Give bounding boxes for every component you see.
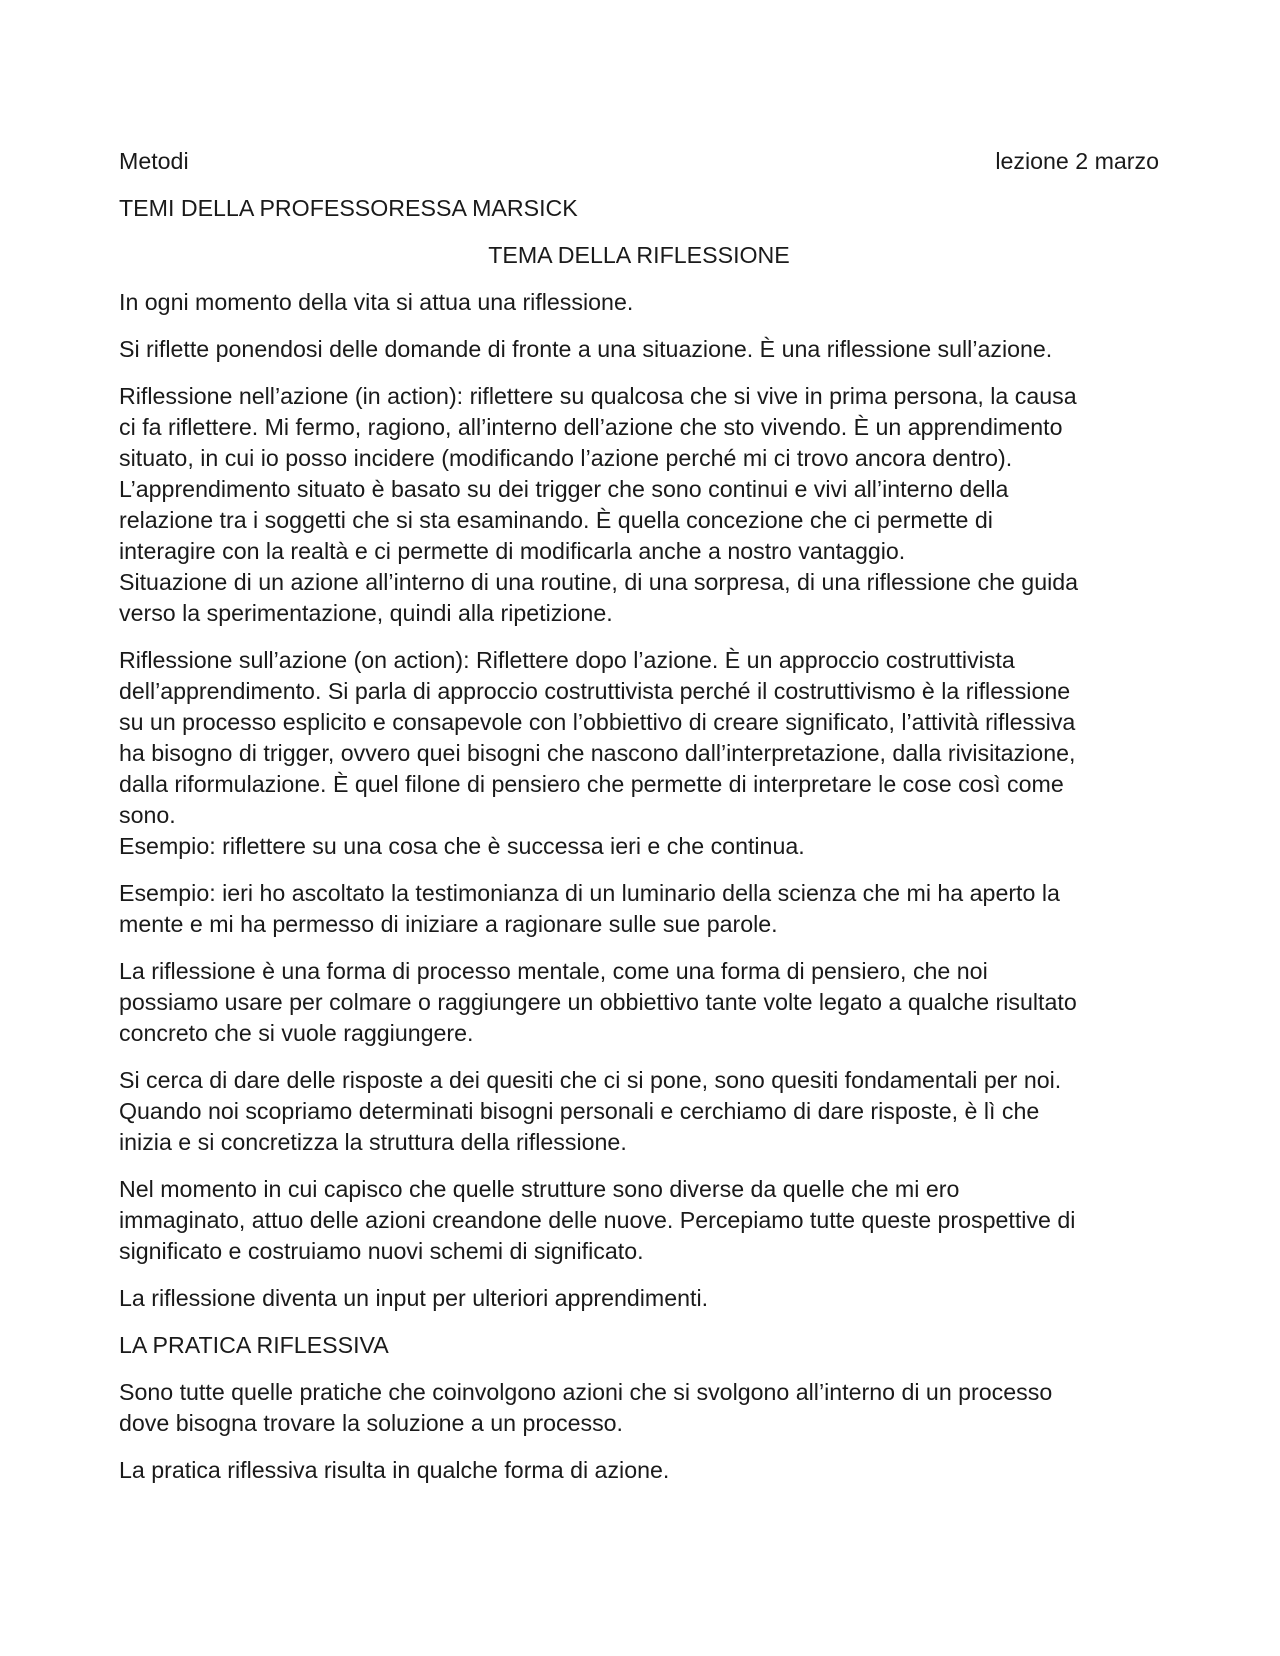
text-line: Si cerca di dare delle risposte a dei quesiti che ci si pone, sono quesiti fondamentali per noi. bbox=[119, 1067, 1062, 1093]
paragraph-input bbox=[119, 1283, 1159, 1314]
paragraph-in-action bbox=[119, 381, 1159, 629]
text-line: L’apprendimento situato è basato su dei trigger che sono continui e vivi all’interno della bbox=[119, 476, 1009, 502]
text-line: interagire con la realtà e ci permette di modificarla anche a nostro vantaggio. bbox=[119, 538, 906, 564]
paragraph-pratiche bbox=[119, 1377, 1159, 1439]
text-line: mente e mi ha permesso di iniziare a ragionare sulle sue parole. bbox=[119, 911, 778, 937]
text-line: possiamo usare per colmare o raggiungere un obbiettivo tante volte legato a qualche risultato bbox=[119, 989, 1077, 1015]
text-line: La riflessione è una forma di processo mentale, come una forma di pensiero, che noi bbox=[119, 958, 988, 984]
paragraph-on-action bbox=[119, 645, 1159, 862]
paragraph-mental-process bbox=[119, 956, 1159, 1049]
lesson-date: lezione 2 marzo bbox=[995, 148, 1159, 174]
text-line: Nel momento in cui capisco che quelle strutture sono diverse da quelle che mi ero bbox=[119, 1176, 960, 1202]
text-line: su un processo esplicito e consapevole con l’obbiettivo di creare significato, l’attività riflessiva bbox=[119, 709, 1076, 735]
text-line: ci fa riflettere. Mi fermo, ragiono, all’interno dell’azione che sto vivendo. È un apprendimento bbox=[119, 414, 1063, 440]
section-heading-pratica: LA PRATICA RIFLESSIVA bbox=[119, 1332, 389, 1358]
main-heading: TEMI DELLA PROFESSORESSA MARSICK bbox=[119, 195, 578, 221]
text-line: Quando noi scopriamo determinati bisogni personali e cerchiamo di dare risposte, è lì che bbox=[119, 1098, 1040, 1124]
text-line: immaginato, attuo delle azioni creandone delle nuove. Percepiamo tutte queste prospettive di bbox=[119, 1207, 1076, 1233]
paragraph-structures bbox=[119, 1174, 1159, 1267]
section-heading: TEMA DELLA RIFLESSIONE bbox=[488, 242, 790, 268]
course-title: Metodi bbox=[119, 148, 189, 174]
text-line: Esempio: ieri ho ascoltato la testimonianza di un luminario della scienza che mi ha aperto la bbox=[119, 880, 1060, 906]
paragraph-example bbox=[119, 878, 1159, 940]
text-line: dell’apprendimento. Si parla di approccio costruttivista perché il costruttivismo è la riflessione bbox=[119, 678, 1071, 704]
paragraph-pratica-azione bbox=[119, 1455, 1159, 1486]
text-line: Riflessione sull’azione (on action): Riflettere dopo l’azione. È un approccio costruttivista bbox=[119, 647, 1015, 673]
document-header bbox=[119, 146, 1159, 177]
text-line: relazione tra i soggetti che si sta esaminando. È quella concezione che ci permette di bbox=[119, 507, 993, 533]
text-line: In ogni momento della vita si attua una riflessione. bbox=[119, 289, 634, 315]
text-line: Si riflette ponendosi delle domande di fronte a una situazione. È una riflessione sull’azione. bbox=[119, 336, 1053, 362]
paragraph-2 bbox=[119, 334, 1159, 365]
text-line: Esempio: riflettere su una cosa che è successa ieri e che continua. bbox=[119, 833, 805, 859]
text-line: concreto che si vuole raggiungere. bbox=[119, 1020, 474, 1046]
text-line: verso la sperimentazione, quindi alla ripetizione. bbox=[119, 600, 613, 626]
text-line: inizia e si concretizza la struttura della riflessione. bbox=[119, 1129, 627, 1155]
document-page bbox=[119, 146, 1159, 1502]
text-line: significato e costruiamo nuovi schemi di significato. bbox=[119, 1238, 644, 1264]
text-line: La riflessione diventa un input per ulteriori apprendimenti. bbox=[119, 1285, 709, 1311]
paragraph-answers bbox=[119, 1065, 1159, 1158]
text-line: sono. bbox=[119, 802, 176, 828]
text-line: La pratica riflessiva risulta in qualche forma di azione. bbox=[119, 1457, 670, 1483]
text-line: ha bisogno di trigger, ovvero quei bisogni che nascono dall’interpretazione, dalla rivisitazione, bbox=[119, 740, 1076, 766]
text-line: situato, in cui io posso incidere (modificando l’azione perché mi ci trovo ancora dentro). bbox=[119, 445, 1013, 471]
paragraph-1 bbox=[119, 287, 1159, 318]
text-line: Riflessione nell’azione (in action): riflettere su qualcosa che si vive in prima persona, la causa bbox=[119, 383, 1077, 409]
text-line: dalla riformulazione. È quel filone di pensiero che permette di interpretare le cose così come bbox=[119, 771, 1064, 797]
text-line: dove bisogna trovare la soluzione a un processo. bbox=[119, 1410, 623, 1436]
text-line: Sono tutte quelle pratiche che coinvolgono azioni che si svolgono all’interno di un processo bbox=[119, 1379, 1053, 1405]
text-line: Situazione di un azione all’interno di una routine, di una sorpresa, di una riflessione che guida bbox=[119, 569, 1079, 595]
